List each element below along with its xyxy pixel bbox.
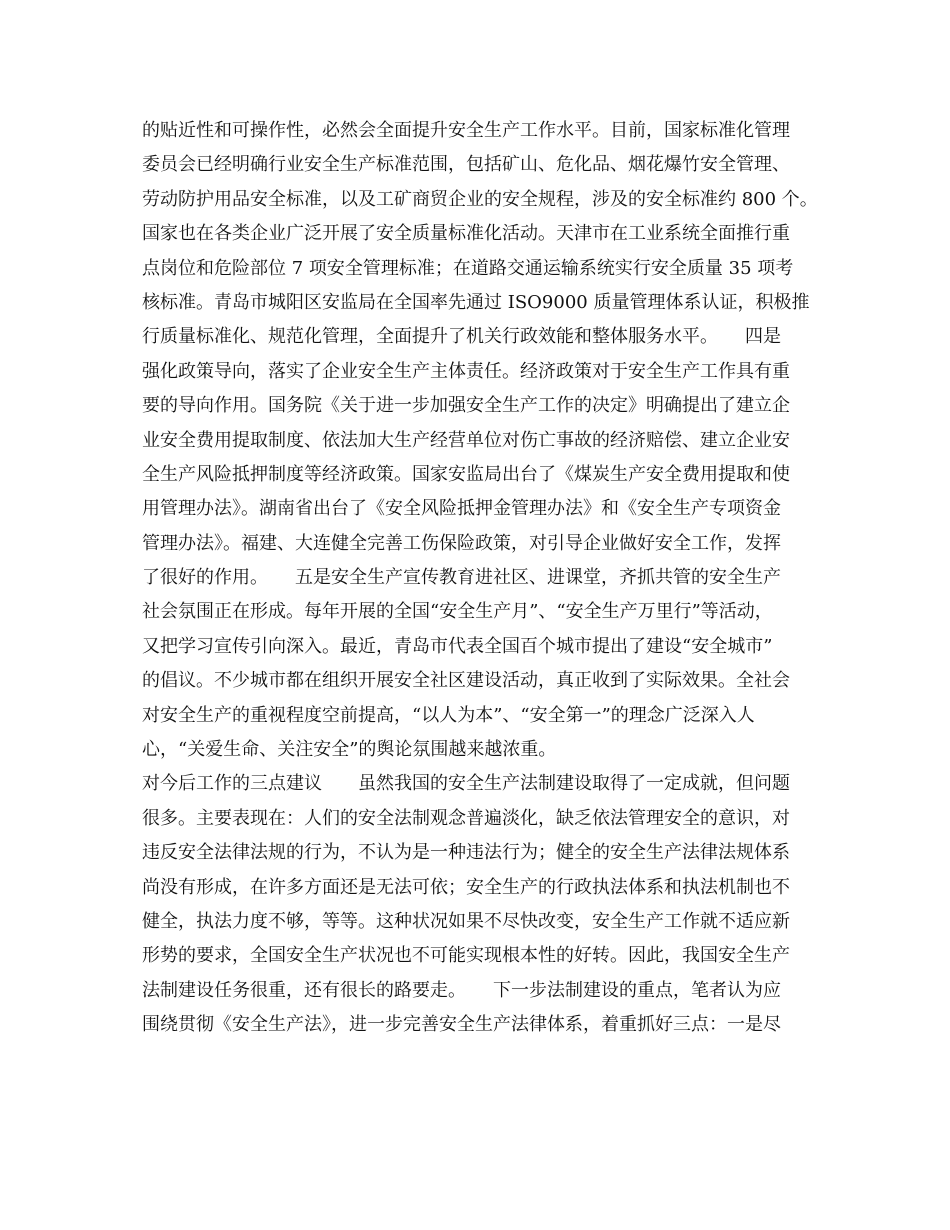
text-line: 又把学习宣传引向深入。最近，青岛市代表全国百个城市提出了建设“安全城市”	[142, 635, 773, 657]
text-line: 委员会已经明确行业安全生产标准范围，包括矿山、危化品、烟花爆竹安全管理、	[142, 154, 790, 176]
text-line: 对今后工作的三点建议 虽然我国的安全生产法制建设取得了一定成就，但问题	[142, 773, 790, 795]
text-line: 全生产风险抵押制度等经济政策。国家安监局出台了《煤炭生产安全费用提取和使	[142, 463, 790, 485]
text-line: 的贴近性和可操作性，必然会全面提升安全生产工作水平。目前，国家标准化管理	[142, 120, 790, 141]
text-line: 围绕贯彻《安全生产法》，进一步完善安全生产法律体系，着重抓好三点：一是尽	[142, 1014, 781, 1036]
text-line: 很多。主要表现在：人们的安全法制观念普遍淡化，缺乏依法管理安全的意识，对	[142, 807, 790, 829]
text-line: 的倡议。不少城市都在组织开展安全社区建设活动，真正收到了实际效果。全社会	[142, 670, 790, 692]
text-line: 对安全生产的重视程度空前提高，“以人为本”、“安全第一”的理念广泛深入人	[142, 704, 755, 726]
text-line: 要的导向作用。国务院《关于进一步加强安全生产工作的决定》明确提出了建立企	[142, 395, 790, 417]
text-line: 了很好的作用。 五是安全生产宣传教育进社区、进课堂，齐抓共管的安全生产	[142, 567, 781, 589]
text-line: 核标准。青岛市城阳区安监局在全国率先通过 ISO9000 质量管理体系认证，积极推	[142, 291, 810, 313]
text-line: 社会氛围正在形成。每年开展的全国“安全生产月”、“安全生产万里行”等活动，	[142, 601, 773, 623]
text-line: 劳动防护用品安全标准，以及工矿商贸企业的安全规程，涉及的安全标准约 800 个。	[142, 188, 818, 210]
body-text	[142, 114, 822, 1043]
text-line: 业安全费用提取制度、依法加大生产经营单位对伤亡事故的经济赔偿、建立企业安	[142, 429, 790, 451]
text-line: 违反安全法律法规的行为，不认为是一种违法行为；健全的安全生产法律法规体系	[142, 842, 790, 864]
text-line: 管理办法》。福建、大连健全完善工伤保险政策，对引导企业做好安全工作，发挥	[142, 532, 781, 554]
text-line: 心，“关爱生命、关注安全”的舆论氛围越来越浓重。	[142, 739, 557, 761]
text-line: 法制建设任务很重，还有很长的路要走。 下一步法制建设的重点，笔者认为应	[142, 979, 781, 1001]
text-line: 强化政策导向，落实了企业安全生产主体责任。经济政策对于安全生产工作具有重	[142, 360, 790, 382]
text-line: 形势的要求，全国安全生产状况也不可能实现根本性的好转。因此，我国安全生产	[142, 945, 790, 967]
text-line: 健全，执法力度不够，等等。这种状况如果不尽快改变，安全生产工作就不适应新	[142, 910, 790, 932]
text-line: 用管理办法》。湖南省出台了《安全风险抵押金管理办法》和《安全生产专项资金	[142, 498, 781, 520]
text-line: 国家也在各类企业广泛开展了安全质量标准化活动。天津市在工业系统全面推行重	[142, 223, 790, 245]
text-line: 行质量标准化、规范化管理，全面提升了机关行政效能和整体服务水平。 四是	[142, 326, 781, 348]
text-line: 尚没有形成，在许多方面还是无法可依；安全生产的行政执法体系和执法机制也不	[142, 876, 790, 898]
text-line: 点岗位和危险部位 7 项安全管理标准；在道路交通运输系统实行安全质量 35 项考	[142, 257, 794, 279]
